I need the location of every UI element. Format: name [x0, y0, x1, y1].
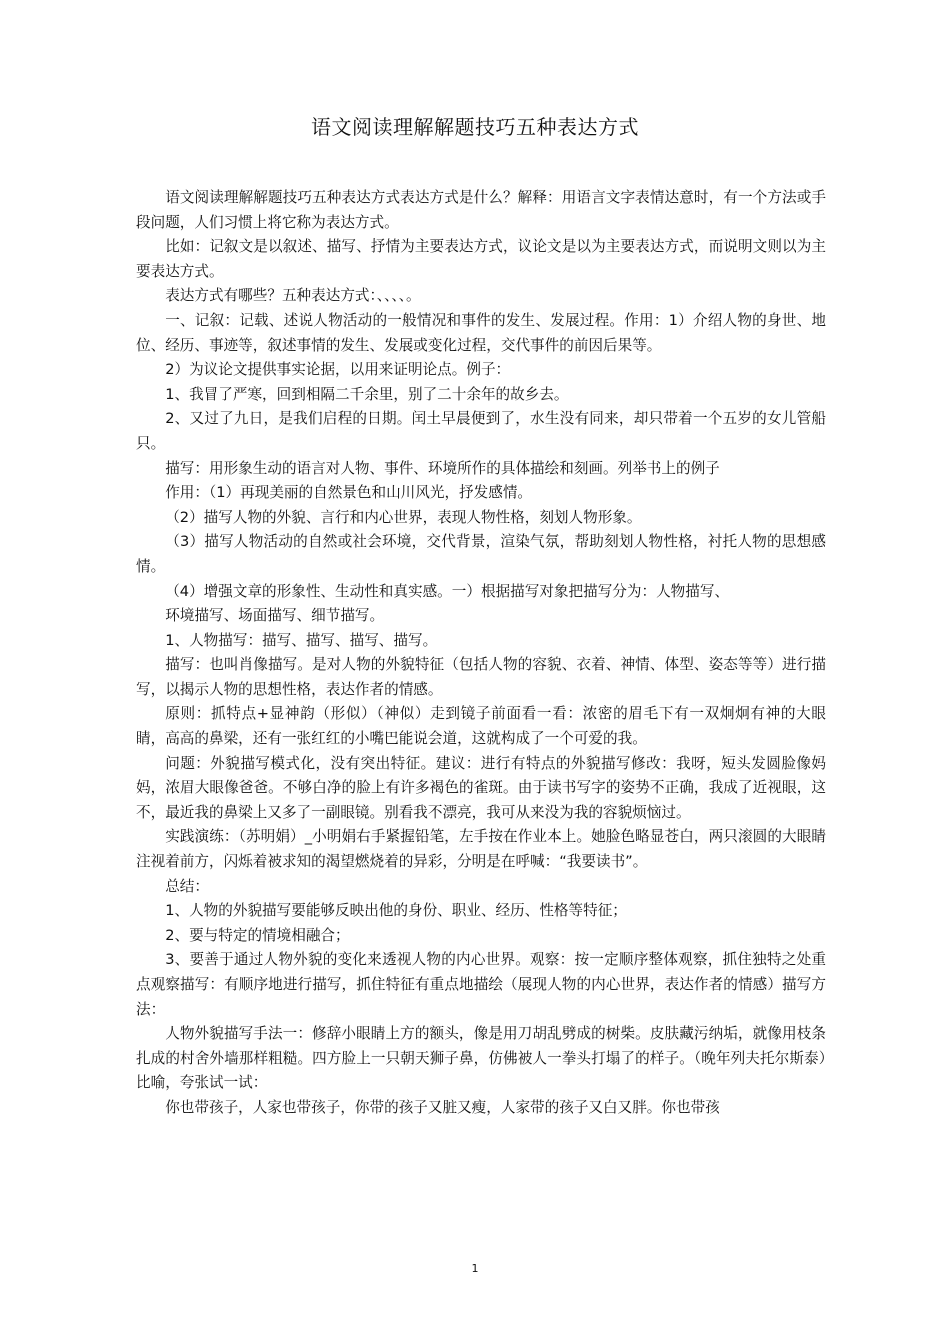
- page-title: 语文阅读理解解题技巧五种表达方式: [311, 115, 639, 139]
- paragraph-practice: 实践演练：（苏明娟）_小明娟右手紧握铅笔，左手按在作业本上。她脸色略显苍白，两只滚圆的大眼睛注视着前方，闪烁着被求知的渴望燃烧着的异彩，分明是在呼喊：“我要读书”。: [136, 828, 826, 871]
- paragraph-exercise: 你也带孩子，人家也带孩子，你带的孩子又脏又瘦，人家带的孩子又白又胖。你也带孩: [165, 1098, 720, 1116]
- paragraph-function-3: （3）描写人物活动的自然或社会环境，交代背景，渲染气氛，帮助刻划人物性格，衬托人物的思想感情。: [136, 533, 826, 575]
- paragraph-technique-1: 人物外貌描写手法一：修辞小眼睛上方的额头，像是用刀胡乱劈成的树柴。皮肤藏污纳垢，就像用枝条扎成的村舍外墙那样粗糙。四方脸上一只朝天狮子鼻，仿佛被人一拳头打塌了的样子。（晚年列夫托尔斯泰）比喻，夸张试一试：: [136, 1025, 826, 1092]
- paragraph-example-1: 1、我冒了严寒，回到相隔二千余里，别了二十余年的故乡去。: [165, 385, 569, 403]
- paragraph-summary-2: 2、要与特定的情境相融合；: [165, 926, 350, 944]
- paragraph-portrait: 描写：也叫肖像描写。是对人物的外貌特征（包括人物的容貌、衣着、神情、体型、姿态等等）进行描写，以揭示人物的思想性格，表达作者的情感。: [136, 656, 826, 698]
- paragraph-example: 比如：记叙文是以叙述、描写、抒情为主要表达方式，议论文是以为主要表达方式，而说明文则以为主要表达方式。: [136, 238, 826, 280]
- paragraph-description-types: 环境描写、场面描写、细节描写。: [165, 607, 385, 625]
- paragraph-function-1: 作用：（1）再现美丽的自然景色和山川风光，抒发感情。: [165, 484, 533, 502]
- paragraph-summary-3: 3、要善于通过人物外貌的变化来透视人物的内心世界。观察：按一定顺序整体观察，抓住独特之处重点观察描写：有顺序地进行描写，抓住特征有重点地描绘（展现人物的内心世界，表达作者的情感）描写方法：: [136, 951, 826, 1018]
- paragraph-example-2: 2、又过了九日，是我们启程的日期。闰土早晨便到了，水生没有同来，却只带着一个五岁的女儿管船只。: [136, 410, 826, 452]
- paragraph-character-description: 1、人物描写：描写、描写、描写、描写。: [165, 631, 438, 649]
- paragraph-function-4: （4）增强文章的形象性、生动性和真实感。一）根据描写对象把描写分为：人物描写、: [165, 582, 730, 600]
- paragraph-description: 描写：用形象生动的语言对人物、事件、环境所作的具体描绘和刻画。列举书上的例子: [165, 459, 720, 477]
- paragraph-narration: 一、记叙：记载、述说人物活动的一般情况和事件的发生、发展过程。作用：1）介绍人物的身世、地位、经历、事迹等，叙述事情的发生、发展或变化过程，交代事件的前因后果等。: [136, 311, 826, 354]
- paragraph-five-modes: 表达方式有哪些？五种表达方式：、、、、。: [165, 287, 421, 305]
- paragraph-function-2: （2）描写人物的外貌、言行和内心世界，表现人物性格，刻划人物形象。: [165, 508, 642, 526]
- paragraph-principle: 原则：抓特点+显神韵（形似）（神似）走到镜子前面看一看：浓密的眉毛下有一双炯炯有神的大眼睛，高高的鼻梁，还有一张红红的小嘴巴能说会道，这就构成了一个可爱的我。: [136, 705, 826, 748]
- paragraph-narration-2: 2）为议论文提供事实论据，以用来证明论点。例子：: [165, 361, 511, 379]
- paragraph-problem: 问题：外貌描写模式化，没有突出特征。建议：进行有特点的外貌描写修改：我呀，短头发圆脸像妈妈，浓眉大眼像爸爸。不够白净的脸上有许多褐色的雀斑。由于读书写字的姿势不正确，我成了近视眼，这不，最近我的鼻梁上又多了一副眼镜。别看我不漂亮，我可从来没为我的容貌烦恼过。: [136, 754, 826, 821]
- paragraph-intro: 语文阅读理解解题技巧五种表达方式表达方式是什么？解释：用语言文字表情达意时，有一个方法或手段问题，人们习惯上将它称为表达方式。: [136, 189, 826, 231]
- paragraph-summary: 总结：: [165, 877, 209, 895]
- paragraph-summary-1: 1、人物的外貌描写要能够反映出他的身份、职业、经历、性格等特征；: [165, 902, 627, 920]
- document-body: [136, 186, 826, 1121]
- page-number: 1: [471, 1262, 479, 1275]
